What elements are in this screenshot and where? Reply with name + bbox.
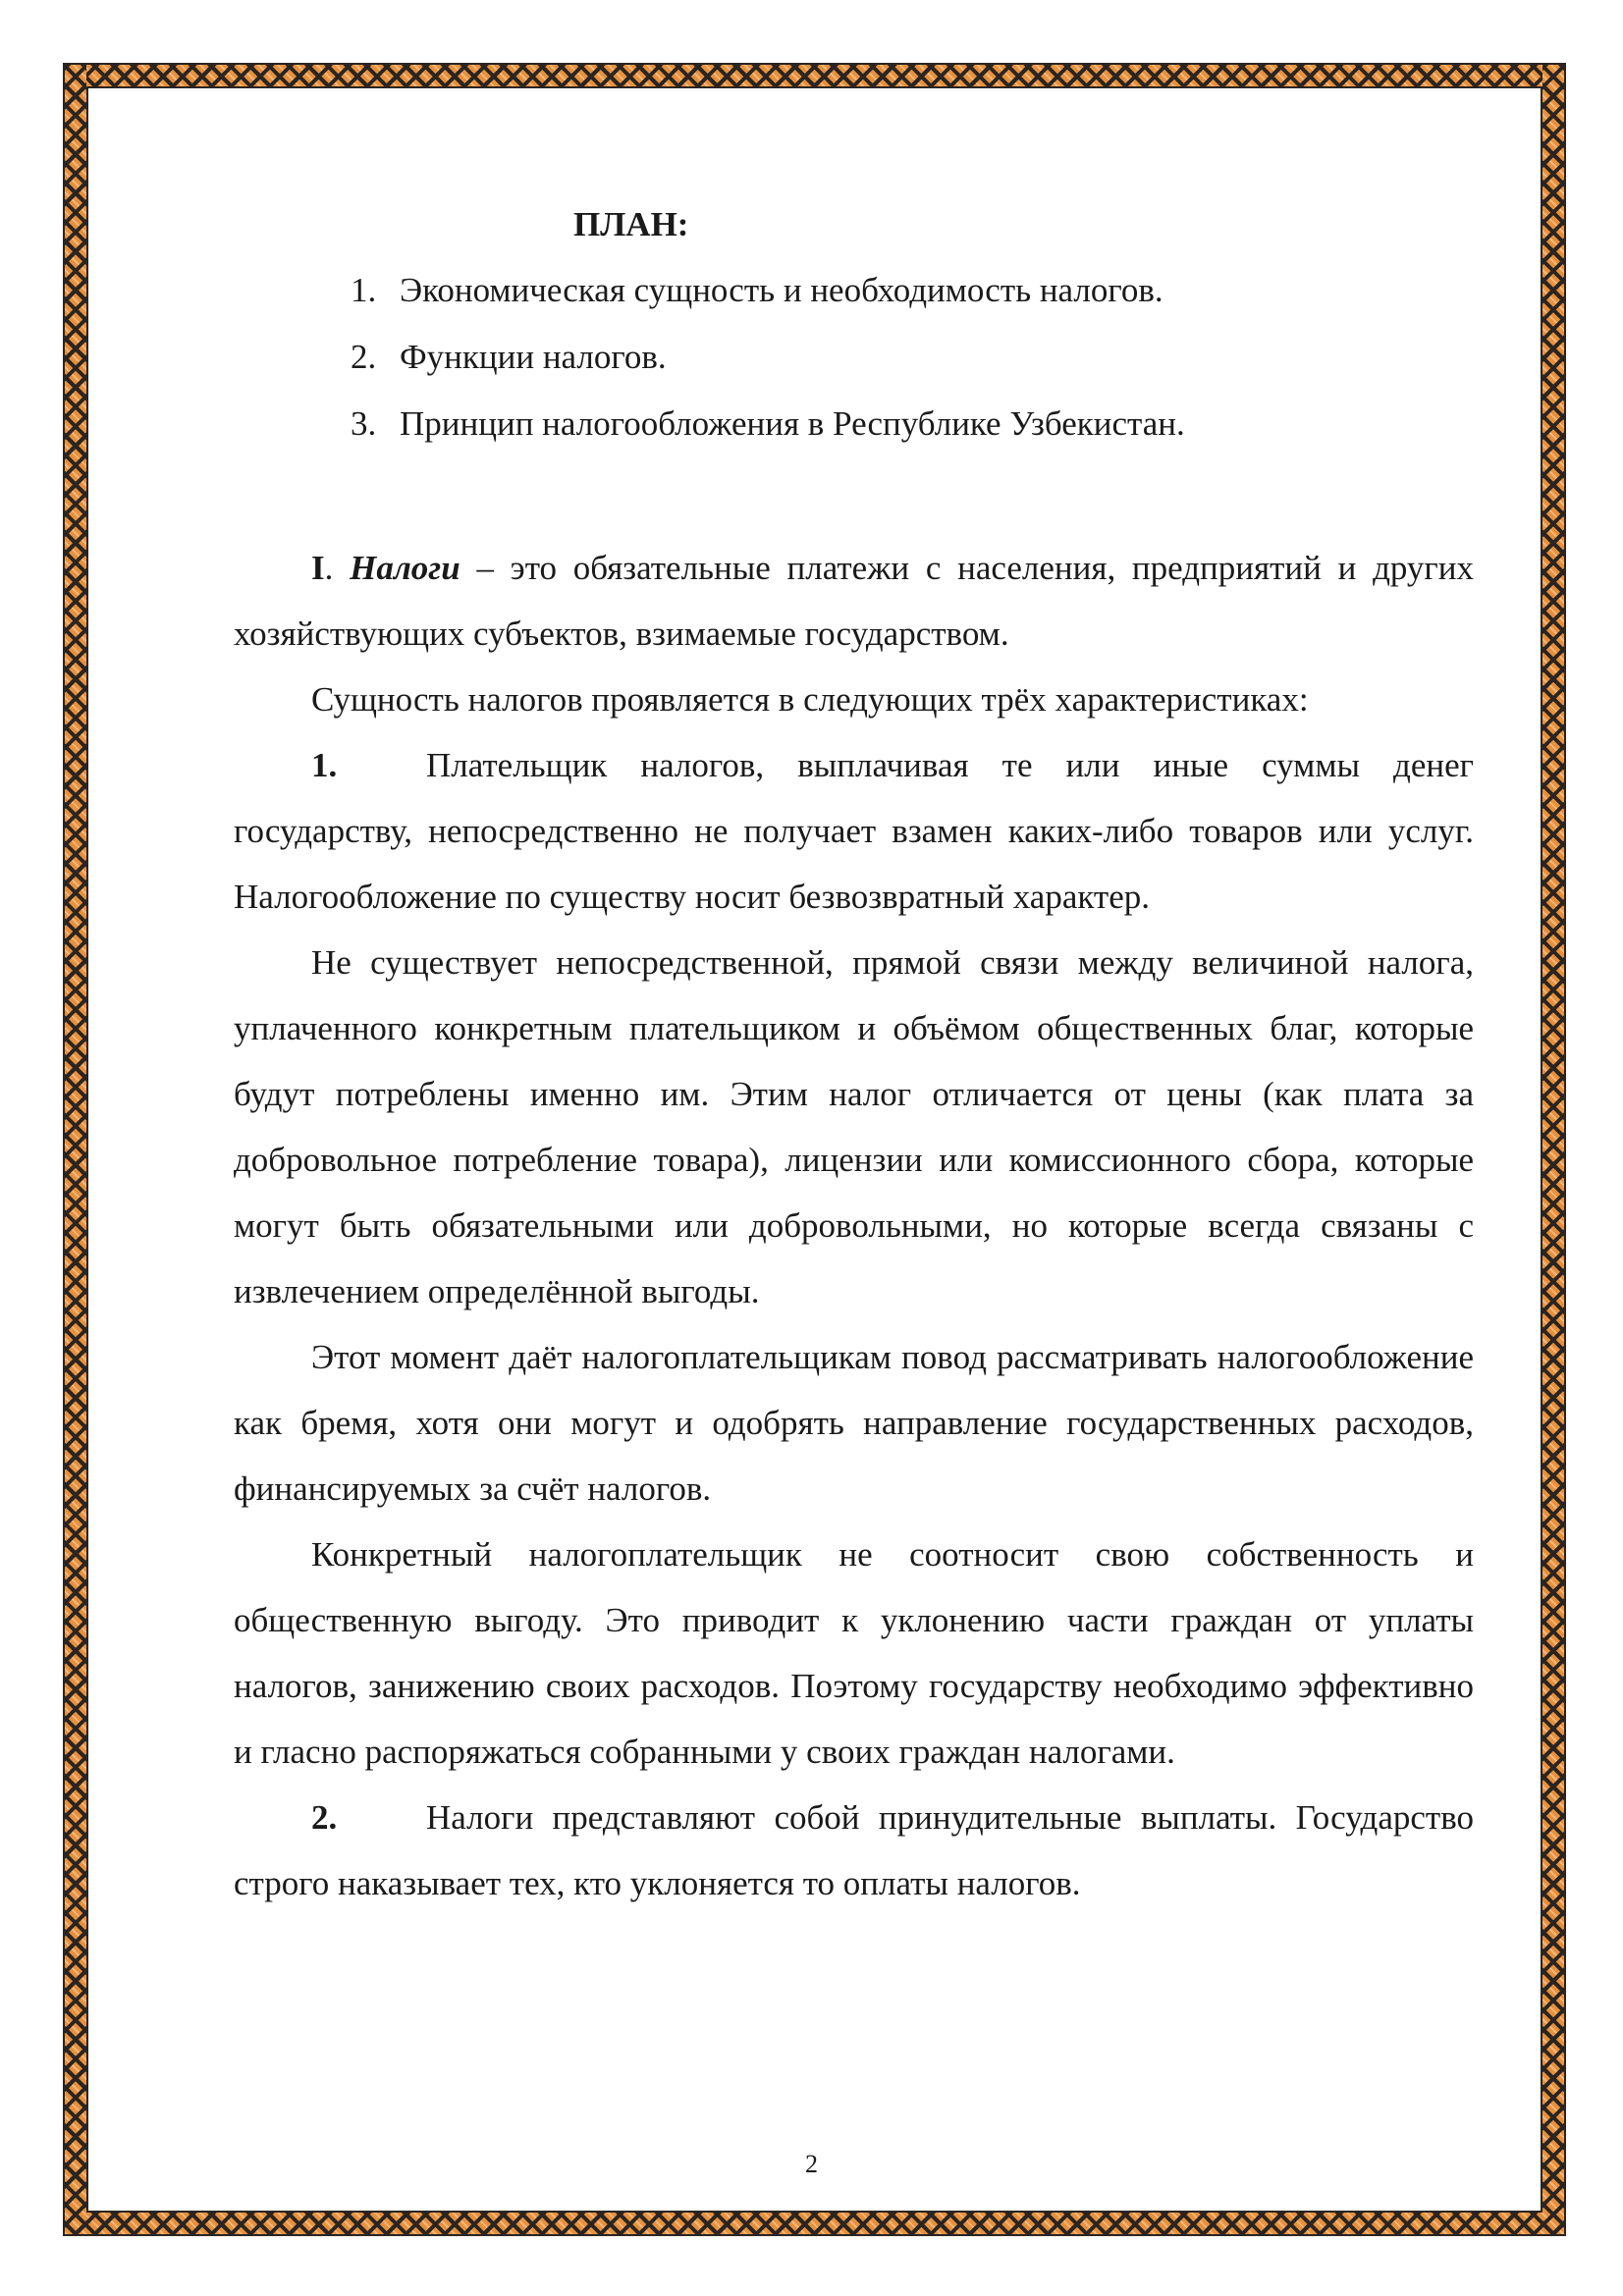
plan-item-number: 2. <box>351 338 377 376</box>
plan-item <box>234 324 1474 391</box>
plan-item-text: Принцип налогообложения в Республике Узбекистан. <box>400 404 1185 443</box>
ornamental-border-left <box>65 65 86 2234</box>
page-number: 2 <box>805 2150 818 2178</box>
section-roman-numeral: I <box>311 549 325 587</box>
plan-item-text: Функции налогов. <box>400 338 667 376</box>
paragraph-body: Этот момент даёт налогоплательщикам повод рассматривать налогообложение как бремя, хотя они могут и одобрять направление государственных расходов, финансируемых за счёт налогов. <box>234 1338 1474 1508</box>
plan-item-number: 1. <box>351 271 377 309</box>
paragraph-intro: Сущность налогов проявляется в следующих трёх характеристиках: <box>311 680 1309 719</box>
ornamental-border-bottom <box>65 2213 1564 2234</box>
plan-item <box>234 391 1474 457</box>
characteristic-number: 1. <box>311 746 338 784</box>
paragraph-characteristic-2 <box>234 1785 1474 1916</box>
page-content <box>234 191 1474 1916</box>
plan-item-text: Экономическая сущность и необходимость налогов. <box>400 271 1163 309</box>
paragraph-body: Не существует непосредственной, прямой связи между величиной налога, уплаченного конкретным плательщиком и объёмом общественных благ, которые будут потреблены именно им. Этим налог отличается от цены (как плата за добровольное потребление товара), лицензии или комиссионного сбора, которые могут быть обязательными или добровольными, но которые всегда связаны с извлечением определённой выгоды. <box>234 943 1474 1310</box>
section-numeral-dot: . <box>324 549 334 587</box>
defined-term: Налоги <box>350 549 460 587</box>
definition-text: – это обязательные платежи с населения, предприятий и других хозяйствующих субъектов, взимаемые государством. <box>234 549 1475 653</box>
section-gap <box>234 457 1474 535</box>
characteristic-text: Плательщик налогов, выплачивая те или иные суммы денег государству, непосредственно не получает взамен каких-либо товаров или услуг. Налогообложение по существу носит безвозвратный характер. <box>234 746 1474 916</box>
plan-item-number: 3. <box>351 404 377 443</box>
characteristic-number: 2. <box>311 1798 338 1837</box>
ornamental-border-top <box>65 65 1564 86</box>
plan-title: ПЛАН: <box>573 205 689 243</box>
characteristic-text: Налоги представляют собой принудительные выплаты. Государство строго наказывает тех, кто уклоняется то оплаты налогов. <box>234 1798 1474 1902</box>
plan-list <box>234 257 1474 457</box>
paragraph-body: Конкретный налогоплательщик не соотносит свою собственность и общественную выгоду. Это приводит к уклонению части граждан от уплаты налогов, занижению своих расходов. Поэтому государству необходимо эффективно и гласно распоряжаться собранными у своих граждан налогами. <box>234 1535 1474 1771</box>
paragraph-definition <box>234 535 1474 667</box>
plan-item <box>234 257 1474 324</box>
paragraph-characteristic-1 <box>234 732 1474 930</box>
ornamental-border-right <box>1542 65 1564 2234</box>
